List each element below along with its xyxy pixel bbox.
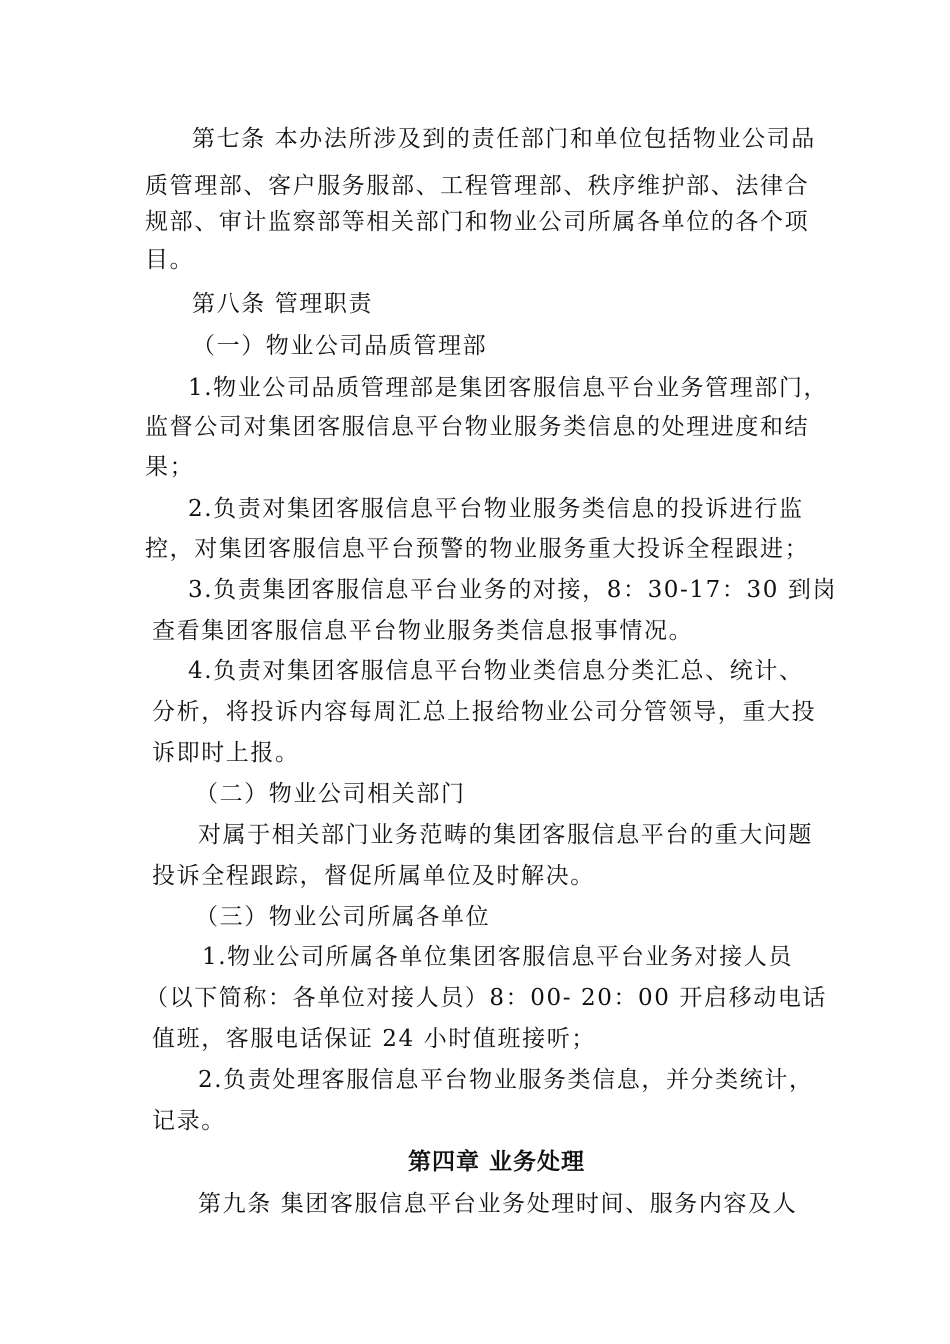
section1-item3-line1: 3.负责集团客服信息平台业务的对接，8：30-17：30 到岗 [188,577,838,603]
section3-item2-line2: 记录。 [152,1108,226,1134]
article9-line1: 第九条 集团客服信息平台业务处理时间、服务内容及人 [198,1191,798,1217]
section1-item1-line3: 果； [145,454,195,480]
section3-heading: （三）物业公司所属各单位 [195,904,491,930]
section1-item4-line3: 诉即时上报。 [152,740,300,766]
section3-item1-line3: 值班，客服电话保证 24 小时值班接听； [152,1026,596,1052]
section1-item3-line2: 查看集团客服信息平台物业服务类信息报事情况。 [152,618,694,644]
section1-item2-line1: 2.负责对集团客服信息平台物业服务类信息的投诉进行监 [188,496,804,522]
article7-line2: 质管理部、客户服务服部、工程管理部、秩序维护部、法律合 [145,173,810,199]
section2-text-line2: 投诉全程跟踪，督促所属单位及时解决。 [152,863,595,889]
section3-item1-line1: 1.物业公司所属各单位集团客服信息平台业务对接人员 [202,944,793,970]
section2-text-line1: 对属于相关部门业务范畴的集团客服信息平台的重大问题 [198,822,813,848]
section1-item2-line2: 控，对集团客服信息平台预警的物业服务重大投诉全程跟进； [145,536,810,562]
article7-line3: 规部、审计监察部等相关部门和物业公司所属各单位的各个项 [145,209,810,235]
section3-item2-line1: 2.负责处理客服信息平台物业服务类信息，并分类统计， [198,1067,814,1093]
section1-item1-line2: 监督公司对集团客服信息平台物业服务类信息的处理进度和结 [145,414,810,440]
section2-heading: （二）物业公司相关部门 [195,781,466,807]
article8-title: 第八条 管理职责 [192,291,374,317]
section3-item1-line2: （以下简称：各单位对接人员）8：00- 20：00 开启移动电话 [145,985,828,1011]
section1-item4-line2: 分析，将投诉内容每周汇总上报给物业公司分管领导，重大投 [152,699,817,725]
section1-item4-line1: 4.负责对集团客服信息平台物业类信息分类汇总、统计、 [188,658,804,684]
article7-line4: 目。 [145,247,195,273]
article7-line1: 第七条 本办法所涉及到的责任部门和单位包括物业公司品 [192,126,816,152]
section1-heading: （一）物业公司品质管理部 [192,333,488,359]
section1-item1-line1: 1.物业公司品质管理部是集团客服信息平台业务管理部门， [188,375,829,401]
chapter4-title: 第四章 业务处理 [408,1148,586,1175]
